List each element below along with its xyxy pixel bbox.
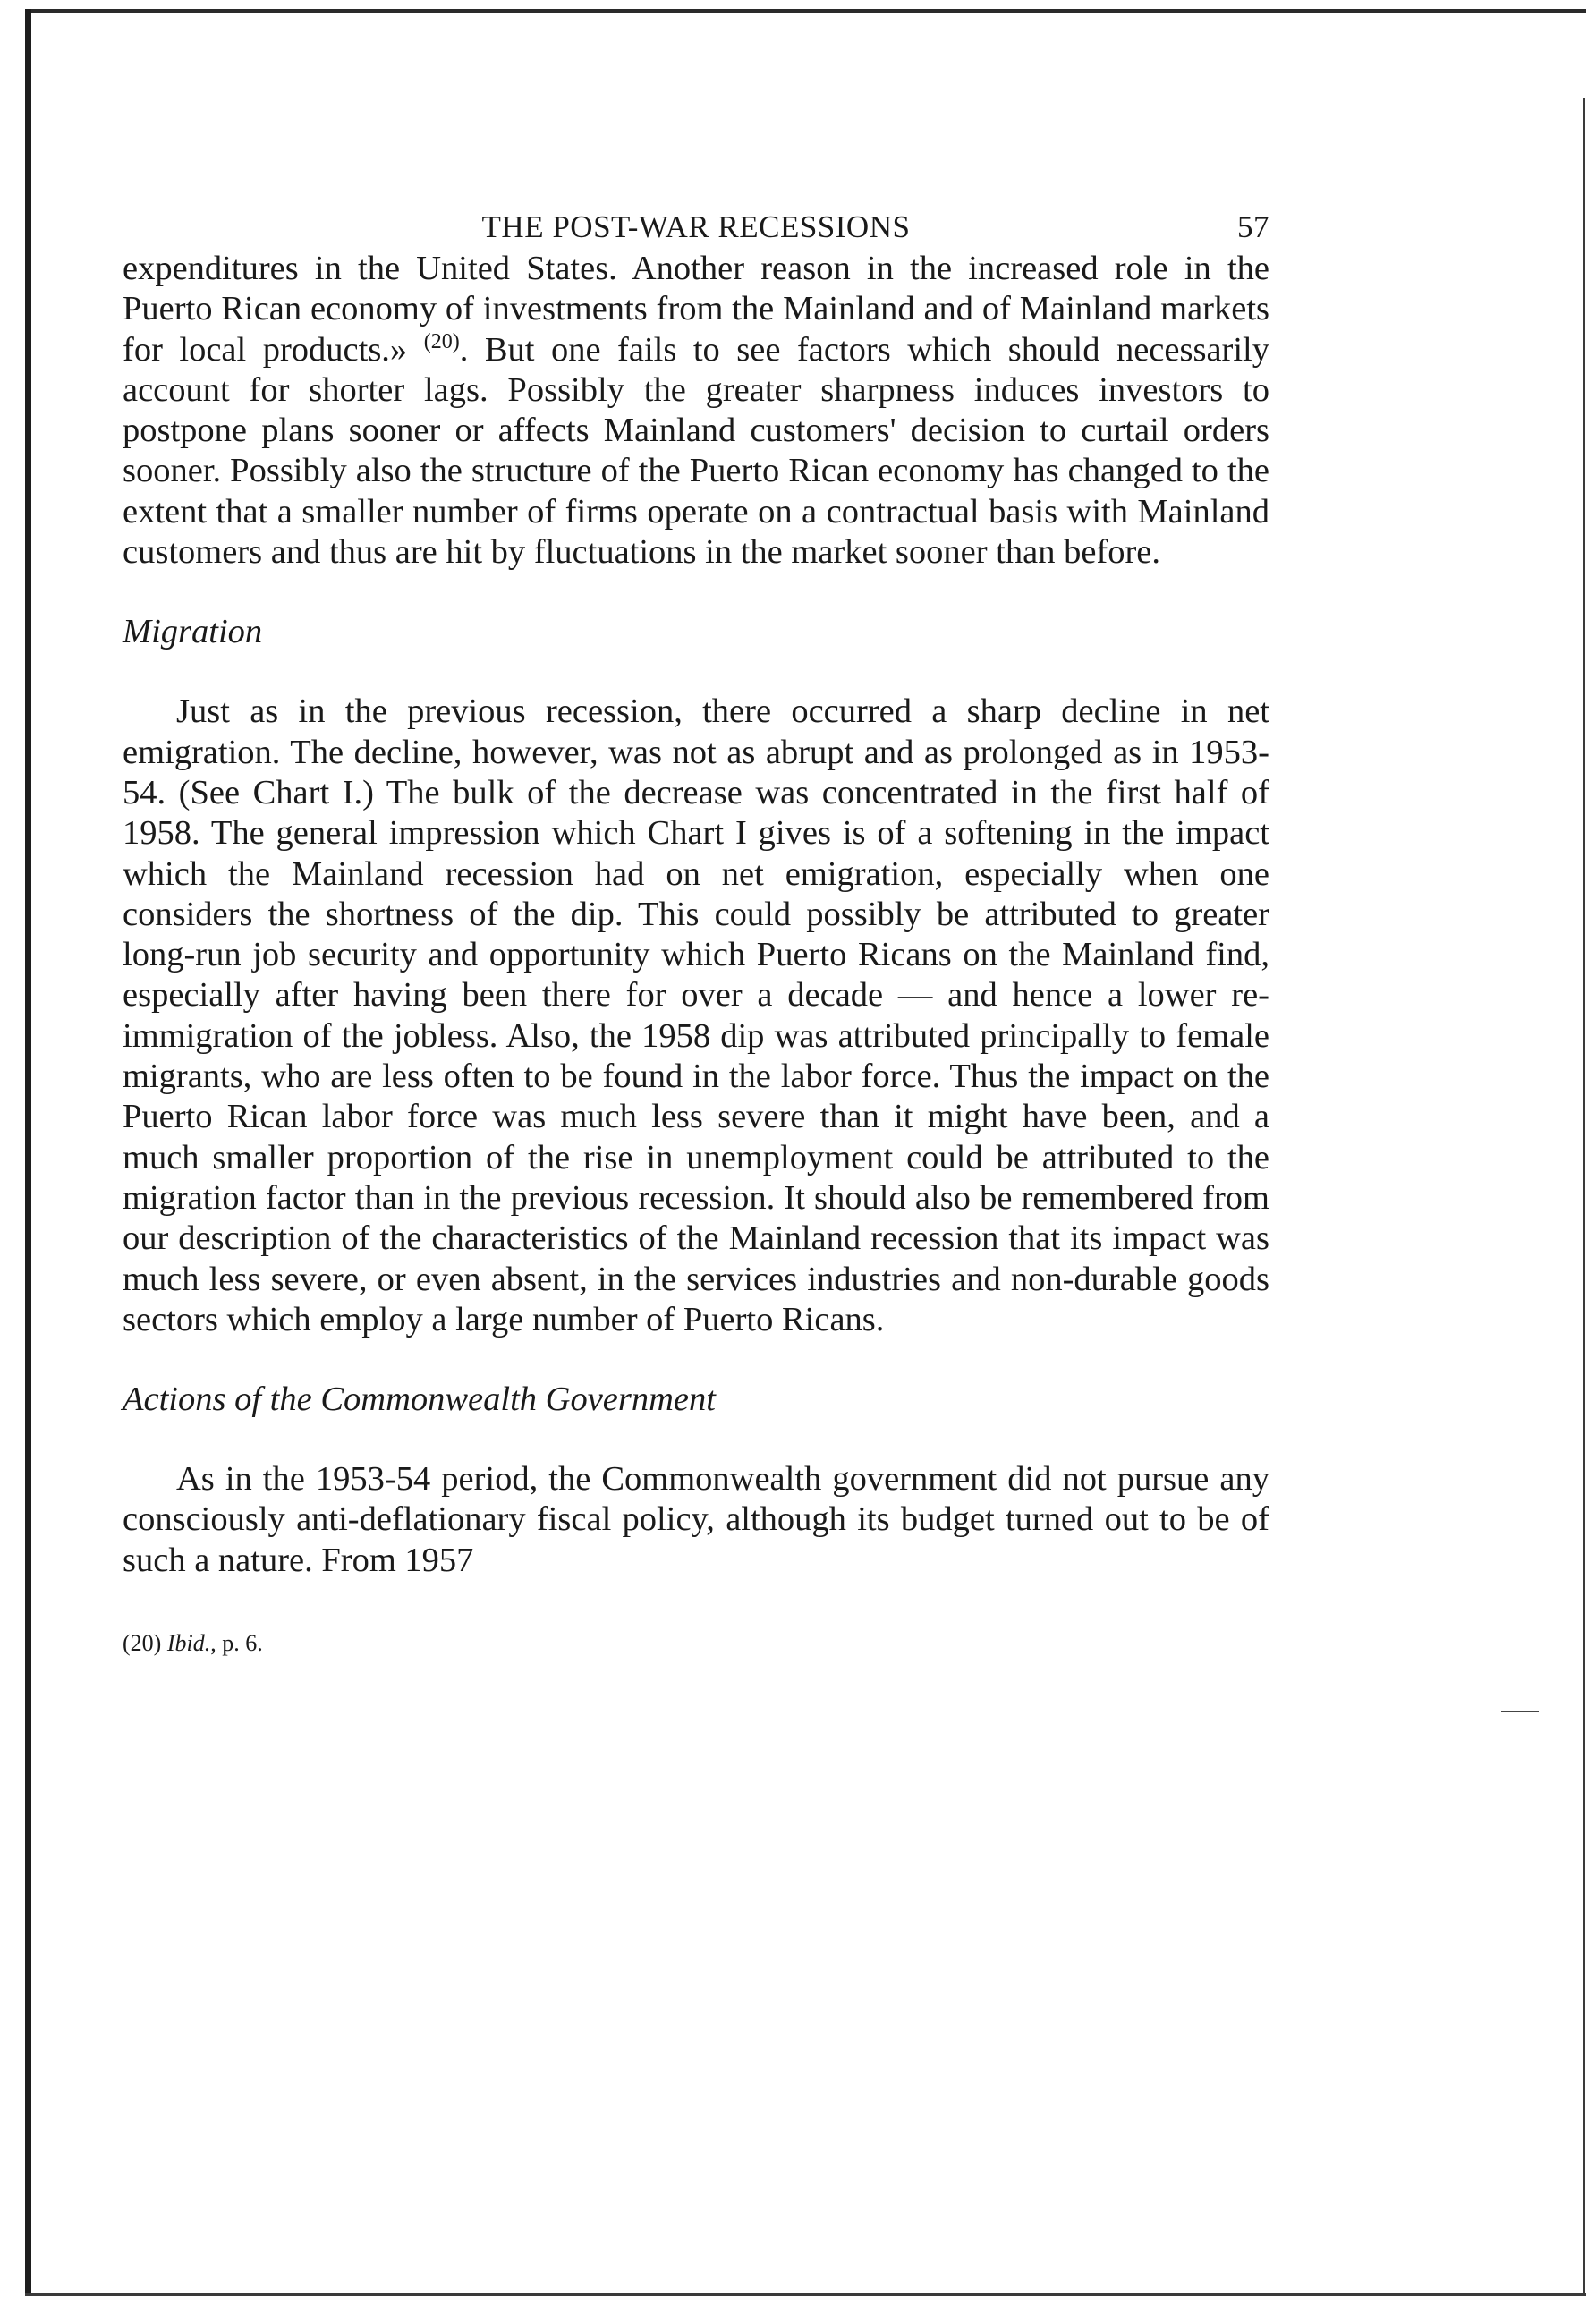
footnote-source: Ibid. — [166, 1630, 211, 1657]
paragraph-continuation-text: expenditures in the United States. Another reason in the increased role in the Puerto Rican economy of investments from the Mainland and of Mainland markets for local products.» — [123, 250, 1269, 369]
running-head-title: THE POST-WAR RECESSIONS — [481, 209, 911, 244]
footnote-page: , p. 6. — [210, 1630, 263, 1657]
paragraph-actions: As in the 1953-54 period, the Commonwealth government did not pursue any consciously anti-deflationary fiscal policy, although its budget turned out to be of such a nature. From 1957 — [123, 1460, 1269, 1579]
paragraph-migration: Just as in the previous recession, there occurred a sharp decline in net emigration. The decline, however, was not as abrupt and as prolonged as in 1953-54. (See Chart I.) The bulk of the decrease was concentrated in the first half of 1958. The general impression which Chart I gives is of a softening in the impact which the Mainland recession had on net emigration, especially when one considers the shortness of the dip. This could possibly be attributed to greater long-run job security and opportunity which Puerto Ricans on the Mainland find, especially after having been there for over a decade — and hence a lower re-immigration of the jobless. Also, the 1958 dip was attributed principally to female migrants, who are less often to be found in the labor force. Thus the impact on the Puerto Rican labor force was much less severe than it might have been, and a much smaller proportion of the rise in unemployment could be attributed to the migration factor than in the previous recession. It should also be remembered from our description of the characteristics of the Mainland recession that its impact was much less severe, or even absent, in the services industries and non-durable goods sectors which employ a large number of Puerto Ricans. — [123, 692, 1269, 1338]
page-number: 57 — [1237, 209, 1269, 244]
running-head — [123, 199, 1269, 249]
section-heading-actions: Actions of the Commonwealth Government — [123, 1380, 716, 1419]
paragraph-continuation — [123, 249, 1269, 573]
margin-mark — [1501, 1711, 1539, 1712]
paragraph-continuation-tail: . But one fails to see factors which should necessarily account for shorter lags. Possibly the greater sharpness induces investors to postpone plans sooner or affects Mainland customers' decision to curtail orders sooner. Possibly also the structure of the Puerto Rican economy has changed to the extent that a smaller number of firms operate on a contractual basis with Mainland customers and thus are hit by fluctuations in the market sooner than before. — [123, 330, 1269, 572]
footnote-reference: (20) — [423, 329, 460, 353]
page-frame-bottom — [25, 2293, 1586, 2296]
section-heading-migration: Migration — [123, 613, 263, 651]
page-frame-right — [1583, 98, 1585, 2295]
footnote — [123, 1629, 1269, 1658]
page-frame-left — [25, 9, 31, 2295]
page-content — [123, 199, 1269, 1681]
footnote-number: (20) — [123, 1630, 162, 1657]
page-frame-top — [25, 9, 1586, 13]
